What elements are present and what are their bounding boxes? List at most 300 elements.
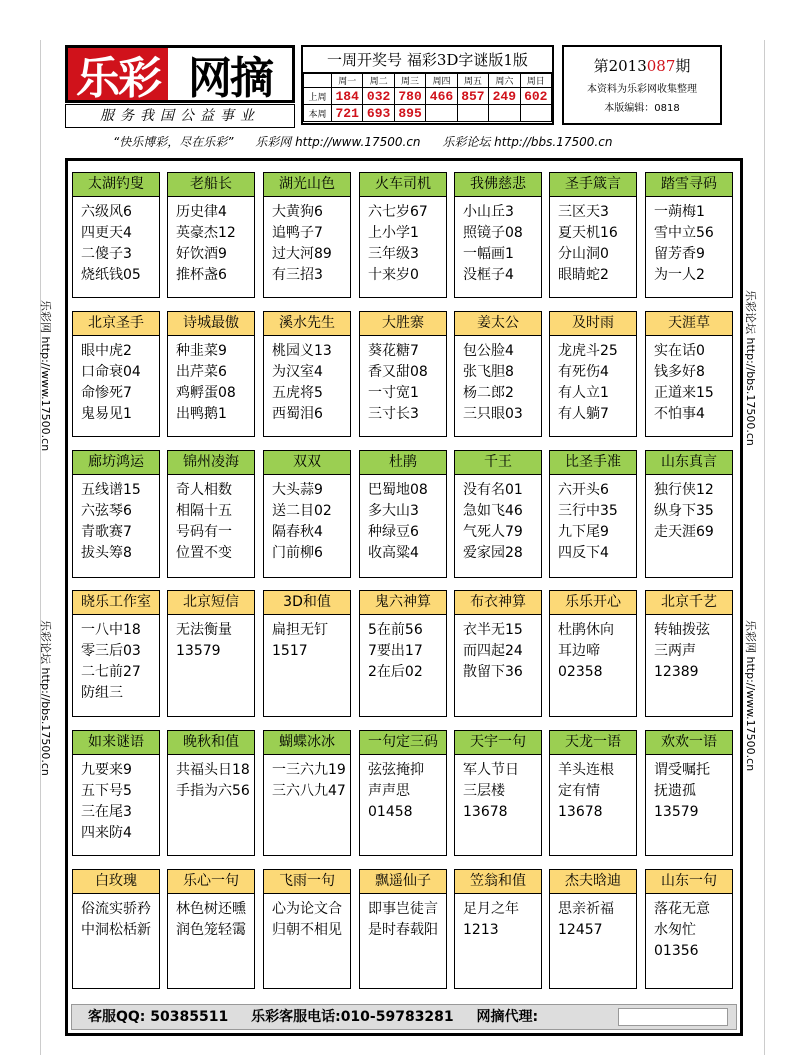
agent-box [618,1008,728,1026]
cell-body [264,475,350,564]
cell-title: 湖光山色 [264,173,350,197]
cell-line: 正道来15 [654,385,714,401]
this-week-number [520,105,551,122]
cell-line: 01458 [368,804,413,820]
puzzle-cell [549,311,637,437]
draw-grid [303,73,552,122]
puzzle-cell [72,450,160,578]
cell-line: 相隔十五 [176,503,232,519]
cell-title: 诗城最傲 [168,312,254,336]
cell-body [646,615,732,683]
cell-line: 归朝不相见 [272,922,342,938]
cell-line: 二傻子3 [81,246,132,262]
cell-line: 种韭菜9 [176,343,227,359]
cell-title: 飘遥仙子 [360,870,446,894]
cell-line: 香又甜08 [368,364,428,380]
cell-body [550,894,636,941]
cell-line: 走天涯69 [654,524,714,540]
cell-body [646,475,732,543]
side-text-left-top: 乐彩网 http://www.17500.cn [39,300,52,452]
cell-line: 张飞胆8 [463,364,514,380]
cell-title: 北京短信 [168,591,254,615]
last-week-number: 184 [332,88,363,105]
cell-body [455,336,541,425]
cell-line: 急如飞46 [463,503,523,519]
puzzle-cell [645,730,733,856]
this-week-number: 895 [394,105,425,122]
cell-line: 13678 [558,804,603,820]
cell-line: 口命衰04 [81,364,141,380]
cell-body [360,336,446,425]
cell-body [168,197,254,286]
cell-line: 衣半无15 [463,622,523,638]
footer [71,1004,737,1030]
cell-line: 十来岁0 [368,267,419,283]
cell-line: 英豪杰12 [176,225,236,241]
cell-line: 四反下4 [558,545,609,561]
cell-title: 乐乐开心 [550,591,636,615]
day-header: 周五 [457,74,488,88]
puzzle-cell [263,730,351,856]
cell-line: 13579 [176,643,221,659]
cell-line: 01356 [654,943,699,959]
puzzle-cell [167,311,255,437]
cell-body [168,755,254,802]
puzzle-cell [359,730,447,856]
cell-title: 太湖钓叟 [73,173,159,197]
cell-body [646,894,732,962]
cell-title: 乐心一句 [168,870,254,894]
this-week-number: 693 [363,105,394,122]
cell-line: 历史律4 [176,204,227,220]
puzzle-cell [72,730,160,856]
puzzle-cell [645,590,733,717]
cell-body [168,615,254,662]
puzzle-cell [72,172,160,298]
day-header: 周四 [426,74,457,88]
cell-line: 上小学1 [368,225,419,241]
cell-body [168,336,254,425]
forum-link[interactable]: 乐彩论坛 http://bbs.17500.cn [442,135,613,149]
this-week-number: 721 [332,105,363,122]
cell-line: 有死伤4 [558,364,609,380]
cell-line: 西蜀泪6 [272,406,323,422]
cell-line: 钱多好8 [654,364,705,380]
cell-line: 烧纸钱05 [81,267,141,283]
cell-line: 四来防4 [81,825,132,841]
cell-line: 有人立1 [558,385,609,401]
puzzle-cell [72,590,160,717]
cell-body [550,336,636,425]
this-week-number [426,105,457,122]
puzzle-cell [549,450,637,578]
cell-title: 如来谜语 [73,731,159,755]
cell-line: 1517 [272,643,308,659]
cell-title: 溪水先生 [264,312,350,336]
cell-body [455,894,541,941]
puzzle-cell [167,730,255,856]
puzzle-cell [72,869,160,989]
cell-line: 照镜子08 [463,225,523,241]
weekly-draw-table [301,45,554,125]
cell-line: 追鸭子7 [272,225,323,241]
cell-line: 收高粱4 [368,545,419,561]
cell-line: 一三六九19 [272,762,346,778]
cell-line: 门前柳6 [272,545,323,561]
motto: “快乐博彩，尽在乐彩” [113,135,234,149]
footer-qq: 客服QQ: 50385511 [88,1009,229,1025]
cell-body [455,615,541,683]
cell-body [264,336,350,425]
cell-title: 我佛慈悲 [455,173,541,197]
cell-line: 纵身下35 [654,503,714,519]
cell-title: 北京圣手 [73,312,159,336]
cell-body [646,755,732,823]
cell-line: 心为论文合 [272,901,342,917]
cell-line: 三区天3 [558,204,609,220]
cell-title: 3D和值 [264,591,350,615]
cell-line: 独行侠12 [654,482,714,498]
cell-body [646,336,732,425]
last-week-number: 780 [394,88,425,105]
cell-title: 姜太公 [455,312,541,336]
cell-line: 02358 [558,664,603,680]
cell-line: 12457 [558,922,603,938]
cell-title: 廊坊鸿运 [73,451,159,475]
cell-line: 五线谱15 [81,482,141,498]
cell-line: 六级风6 [81,204,132,220]
site-link[interactable]: 乐彩网 http://www.17500.cn [255,135,421,149]
puzzle-cell [454,590,542,717]
cell-body [360,755,446,823]
this-week-number [457,105,488,122]
cell-body [550,475,636,564]
cell-body [264,197,350,286]
side-text-right-bottom: 乐彩网 http://www.17500.cn [744,620,757,772]
cell-body [264,755,350,802]
footer-phone: 乐彩客服电话:010-59783281 [251,1009,454,1025]
day-header: 周日 [520,74,551,88]
cell-body [73,336,159,425]
cell-title: 山东真言 [646,451,732,475]
puzzle-cell [549,172,637,298]
cell-line: 一八中18 [81,622,141,638]
cell-line: 出鸭鹅1 [176,406,227,422]
puzzle-cell [359,450,447,578]
cell-line: 奇人相数 [176,482,232,498]
cell-line: 夏天机16 [558,225,618,241]
cell-line: 散留下36 [463,664,523,680]
cell-title: 山东一句 [646,870,732,894]
cell-title: 白玫瑰 [73,870,159,894]
day-header: 周一 [332,74,363,88]
cell-body [264,894,350,941]
cell-body [168,475,254,564]
last-week-number: 249 [489,88,520,105]
cell-line: 林色树还曛 [176,901,246,917]
puzzle-cell [645,450,733,578]
cell-line: 一蒴梅1 [654,204,705,220]
cell-title: 晓乐工作室 [73,591,159,615]
cell-line: 巴蜀地08 [368,482,428,498]
logo-right: 网摘 [168,48,292,100]
cell-line: 号码有一 [176,524,232,540]
cell-line: 多大山3 [368,503,419,519]
cell-title: 老船长 [168,173,254,197]
cell-title: 晚秋和值 [168,731,254,755]
cell-line: 送二目02 [272,503,332,519]
cell-body [73,615,159,704]
cell-body [550,197,636,286]
cell-line: 落花无意 [654,901,710,917]
day-header: 周三 [394,74,425,88]
cell-line: 好饮酒9 [176,246,227,262]
cell-line: 扁担无钉 [272,622,328,638]
cell-line: 手指为六56 [176,783,250,799]
cell-line: 为一人2 [654,267,705,283]
puzzle-cell [359,311,447,437]
cell-line: 三六八九47 [272,783,346,799]
cell-line: 大头蒜9 [272,482,323,498]
cell-line: 有人躺7 [558,406,609,422]
cell-line: 推杯盏6 [176,267,227,283]
cell-line: 桃园义13 [272,343,332,359]
cell-line: 分山洞0 [558,246,609,262]
cell-body [73,197,159,286]
cell-title: 比圣手准 [550,451,636,475]
cell-body [360,615,446,683]
cell-body [168,894,254,941]
cell-line: 过大河89 [272,246,332,262]
cell-line: 7要出17 [368,643,423,659]
cell-line: 弦弦掩抑 [368,762,424,778]
cell-line: 1213 [463,922,499,938]
puzzle-cell [263,172,351,298]
puzzle-cell [263,450,351,578]
cell-line: 2在后02 [368,664,423,680]
footer-agent: 网摘代理: [476,1009,539,1025]
day-header: 周二 [363,74,394,88]
cell-line: 鸡孵蛋08 [176,385,236,401]
cell-line: 水匆忙 [654,922,696,938]
cell-title: 天宇一句 [455,731,541,755]
puzzle-cell [454,311,542,437]
cell-line: 零三后03 [81,643,141,659]
cell-line: 青歌赛7 [81,524,132,540]
cell-body [455,197,541,286]
cell-title: 一句定三码 [360,731,446,755]
puzzle-cell [549,590,637,717]
puzzle-cell [645,311,733,437]
puzzle-cell [359,172,447,298]
puzzle-cell [167,590,255,717]
puzzle-cell [167,869,255,989]
puzzle-cell [549,869,637,989]
cell-line: 共福头日18 [176,762,250,778]
cell-title: 飞雨一句 [264,870,350,894]
week-title: 一周开奖号 福彩3D字谜版1版 [303,47,552,73]
cell-line: 是时春载阳 [368,922,438,938]
cell-body [264,615,350,662]
cell-line: 二七前27 [81,664,141,680]
puzzle-cell [263,311,351,437]
cell-line: 杜鹃休向 [558,622,614,638]
cell-title: 杰夫晗迪 [550,870,636,894]
cell-line: 出芹菜6 [176,364,227,380]
puzzle-cell [645,869,733,989]
cell-line: 雪中立56 [654,225,714,241]
issue-info [562,45,722,125]
cell-line: 耳边啼 [558,643,600,659]
cell-title: 及时雨 [550,312,636,336]
cell-line: 眼睛蛇2 [558,267,609,283]
puzzle-cell [549,730,637,856]
cell-line: 没框子4 [463,267,514,283]
cell-line: 六开头6 [558,482,609,498]
cell-title: 千王 [455,451,541,475]
cell-line: 实在话0 [654,343,705,359]
puzzle-cell [72,311,160,437]
cell-body [73,894,159,941]
cell-line: 思亲祈福 [558,901,614,917]
puzzle-cell [359,590,447,717]
cell-line: 三寸长3 [368,406,419,422]
logo-left: 乐彩 [68,48,168,100]
slogan: 服务我国公益事业 [65,104,295,128]
cell-line: 六弦琴6 [81,503,132,519]
cell-line: 三行中35 [558,503,618,519]
cell-title: 鬼六神算 [360,591,446,615]
cell-line: 鬼易见1 [81,406,132,422]
cell-line: 五虎将5 [272,385,323,401]
cell-line: 四更天4 [81,225,132,241]
collected-note: 本资料为乐彩网收集整理 [587,84,697,95]
cell-body [73,475,159,564]
cell-line: 留芳香9 [654,246,705,262]
cell-body [360,197,446,286]
cell-title: 天龙一语 [550,731,636,755]
last-week-label: 上周 [304,88,332,105]
cell-body [360,475,446,564]
cell-line: 抚遗孤 [654,783,696,799]
cell-line: 声声思 [368,783,410,799]
cell-body [73,755,159,844]
cell-line: 三层楼 [463,783,505,799]
cell-line: 中洞松栝新 [81,922,151,938]
puzzle-cell [454,450,542,578]
puzzle-cell [454,172,542,298]
day-header: 周六 [489,74,520,88]
cell-body [550,755,636,823]
cell-line: 不怕事4 [654,406,705,422]
cell-line: 防组三 [81,685,123,701]
puzzle-cell [645,172,733,298]
cell-line: 5在前56 [368,622,423,638]
logo [65,45,295,103]
corner-cell [304,74,332,88]
cell-title: 大胜寨 [360,312,446,336]
cell-line: 种绿豆6 [368,524,419,540]
cell-line: 13678 [463,804,508,820]
puzzle-cell [454,869,542,989]
cell-title: 欢欢一语 [646,731,732,755]
cell-line: 爱家园28 [463,545,523,561]
cell-line: 13579 [654,804,699,820]
cell-line: 三年级3 [368,246,419,262]
cell-line: 俗流实骄矜 [81,901,151,917]
cell-line: 隔春秋4 [272,524,323,540]
cell-title: 蝴蝶冰冰 [264,731,350,755]
cell-body [360,894,446,941]
cell-line: 羊头连根 [558,762,614,778]
cell-line: 定有情 [558,783,600,799]
puzzle-cell [263,590,351,717]
cell-line: 命惨死7 [81,385,132,401]
cell-line: 润色笼轻霭 [176,922,246,938]
editor-note: 本版编辑：0818 [604,103,680,114]
puzzle-cell [359,869,447,989]
last-week-number: 032 [363,88,394,105]
last-week-number: 602 [520,88,551,105]
cell-title: 北京千艺 [646,591,732,615]
last-week-number: 466 [426,88,457,105]
cell-line: 位置不变 [176,545,232,561]
cell-title: 双双 [264,451,350,475]
cell-line: 九要来9 [81,762,132,778]
cell-line: 眼中虎2 [81,343,132,359]
cell-title: 笠翁和值 [455,870,541,894]
cell-line: 没有名01 [463,482,523,498]
cell-body [550,615,636,683]
cell-line: 为汉室4 [272,364,323,380]
cell-line: 三在尾3 [81,804,132,820]
cell-line: 气死人79 [463,524,523,540]
cell-body [455,755,541,823]
puzzle-cell [263,869,351,989]
cell-line: 小山丘3 [463,204,514,220]
cell-line: 大黄狗6 [272,204,323,220]
puzzle-cell [454,730,542,856]
cell-line: 无法衡量 [176,622,232,638]
cell-line: 12389 [654,664,699,680]
cell-title: 圣手箴言 [550,173,636,197]
cell-line: 九下尾9 [558,524,609,540]
cell-line: 足月之年 [463,901,519,917]
cell-line: 而四起24 [463,643,523,659]
cell-line: 三只眼03 [463,406,523,422]
cell-line: 包公脸4 [463,343,514,359]
cell-title: 杜鹃 [360,451,446,475]
cell-title: 踏雪寻码 [646,173,732,197]
cell-title: 天涯草 [646,312,732,336]
cell-line: 龙虎斗25 [558,343,618,359]
cell-title: 布衣神算 [455,591,541,615]
cell-title: 锦州凌海 [168,451,254,475]
cell-line: 军人节日 [463,762,519,778]
cell-line: 拔头筹8 [81,545,132,561]
cell-body [646,197,732,286]
this-week-label: 本周 [304,105,332,122]
issue-number: 第2013087期 [593,57,691,75]
cell-line: 三两声 [654,643,696,659]
cell-line: 六七岁67 [368,204,428,220]
cell-title: 火车司机 [360,173,446,197]
puzzle-cell [167,172,255,298]
cell-line: 即事岂徒言 [368,901,438,917]
side-text-right-top: 乐彩论坛 http://bbs.17500.cn [744,290,757,446]
last-week-number: 857 [457,88,488,105]
side-text-left-bottom: 乐彩论坛 http://bbs.17500.cn [39,620,52,776]
